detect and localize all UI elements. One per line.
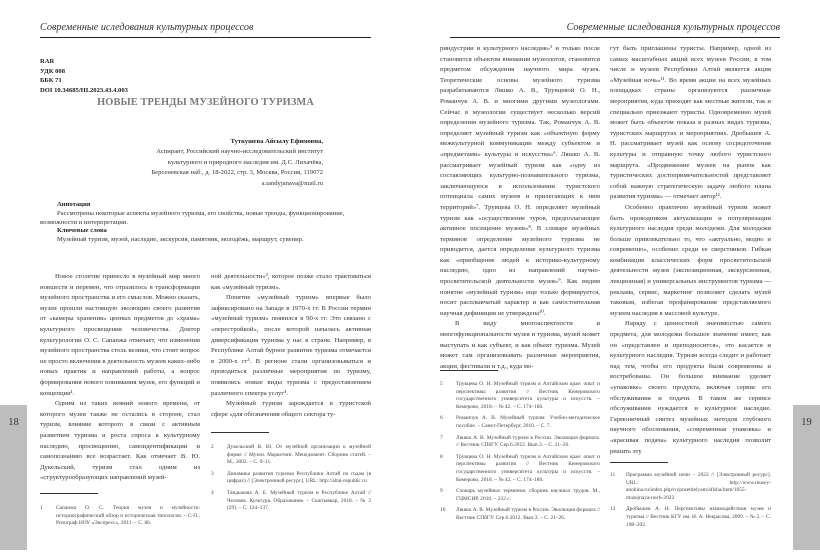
footnote-text: Программа музейной ночи – 2022 // [Электронный ресурс]. URL: http://www.musey-anohina.ru/index.php/ru/posetitelyam/afisha/item/1655-muzejnaya-noch-2022 (626, 472, 771, 501)
body-column-2 (211, 272, 371, 420)
body-paragraph: Наряду с ценностной значимостью самого предмета, для молодежи большое значение имеет, как он «представлен и преподносится», это касается и культурного наследия. Туризм всегда следит и работает над тем, чтобы его продукты были современны и востребованы. Он большое внимание уделяет «упаковке» своего продукта, включая сервис его обслуживания и подачи. В таком же сервисе обслуживания нуждается и культурное наследие. Гармоничный синтез музейных методов глубокого научного обоснования, «современная упаковка» и «красивая подача» культурного наследия позволит решить эту (610, 320, 771, 455)
page-number: 18 (8, 417, 19, 428)
meta-doi: DOI 10.34685/HI.2023.43.4.003 (40, 86, 128, 94)
article-meta (40, 57, 128, 95)
footnote-text: Словарь музейных терминов: сборник научных трудов. М., ГЦМСИР, 2010. – 232 с. (456, 488, 600, 502)
footnote (610, 506, 771, 529)
footnote-number: 11 (610, 472, 616, 478)
meta-bbk: ББК 71 (40, 77, 62, 85)
footnote-number: 7 (440, 434, 443, 441)
footnote-number: 6 (440, 415, 443, 422)
body-paragraph: В виду многоаспектности и многофункциональности музея и туризма, музей может выступать и как субъект, и как объект туризма. Музей может сам организовывать различные мероприятия, акции, фестивали и т.д., куда мо- (440, 320, 600, 370)
footnote-number: 4 (211, 489, 214, 496)
author-name: Туткушева Айсылу Ефимовна, (230, 138, 323, 145)
footnote-text: Трувцева О. Н. Музейный туризм в Алтайском крае: опыт и перспективы развития // Вестник Кемеровского государственного университета культуры и искусств. – Кемерово, 2018. – № 42. – С. 174–180. (456, 381, 600, 410)
running-header: Современные иследования культурных процессов (450, 20, 780, 38)
footnote (440, 381, 600, 411)
footnote-text: Динамика развития туризма Республики Алтай по годам (в цифрах) // [Электронный ресурс]. URL: http://altai-republic.ru (227, 470, 371, 485)
footnote-number: 5 (440, 381, 443, 387)
footnote (610, 472, 771, 502)
footnote-text: Дробышев А. Н. Перспективы взаимодействия музея и туризма // Вестник КГУ им. Н. А. Некрасова, 2009. – № 2. – С. 198–202. (626, 506, 771, 528)
footnote (211, 444, 371, 467)
author-address: Берсеневская наб., д. 18-2022, стр. 3, Москва, Россия, 119072 (151, 169, 323, 177)
footnote-number: 2 (211, 444, 214, 450)
page-number: 19 (801, 417, 812, 428)
right-page (410, 0, 820, 560)
footnote-text: Трувцева О. Н. Музейный туризм в Алтайском крае: опыт и перспективы развития // Вестник Кемеровского государственного университета культуры и искусств. – Кемерово, 2018. – № 42. – С. 174–180. (456, 453, 600, 483)
body-paragraph: ной деятельности»², которое позже стало трактоваться как «музейный туризм». (211, 273, 371, 291)
footnote (211, 490, 371, 513)
footnotes-column-1 (440, 381, 600, 527)
page-number-tab (793, 405, 820, 550)
footnote-text: Сапанжа О. С. Теория музея и музейности: историографический обзор и историческая типология. – С-П.: Ризограф НОУ «Экспресс», 2011. – С. 86. (56, 505, 200, 527)
footnote (211, 471, 371, 486)
footnote-number: 1 (40, 505, 43, 511)
footnote (440, 507, 600, 522)
footnote (440, 435, 600, 450)
author-affiliation-line: Аспирант, Российский научно-исследовательский институт (156, 148, 323, 156)
footnote-number: 10 (440, 507, 446, 514)
body-paragraph: Новое столетие принесло в музейный мир много новшеств и перемен, что отразилось в трансформации музейного пространства и его смыслов. Можно сказать, музеи прошли настоящую эволюцию своего развития от «камеры хранения» ценных предметов до «храма» культурного просвещения человечества. Доктор культурологии О. С. Сапанжа отмечает, что изменения музейного пространства столь велики, что стоит вопрос не просто включения в деятельность музеев каких-либо новых практик и направлений работы, а вопрос формирования нового понимания музея, его функций и концепции¹. (40, 273, 200, 397)
footnote (440, 488, 600, 503)
abstract-text: Рассмотрены некоторые аспекты музейного туризма, его свойства, новые тренды, функционирование, возможности и интерпретации. (40, 209, 345, 226)
article-title: НОВЫЕ ТРЕНДЫ МУЗЕЙНОГО ТУРИЗМА (97, 97, 314, 108)
body-column-1 (40, 272, 200, 484)
meta-rar: RAR (40, 58, 55, 65)
footnote-rule (440, 370, 498, 371)
body-paragraph: риндустрии и культурного наследия»⁵ и только после становится объектом внимания музеологов, становится предметом обсуждения научного мира музея. Теоретические основы музейного туризма разрабатываются Ляшко А. В., Трувцевой О. Н., Романчук А. В. и многими другими музеологами. Сейчас в музеологии существует несколько версий определения музейного туризма. Так, Романчук А. В. определяет музейный туризм как «объектную форму межкультурной коммуникации между субъектом и «предметами» культуры и искусства»⁶. Ляшко А. В. рассматривает музейный туризм как «одну из составляющих культурно-познавательного туризма, заключающуюся в использовании туристского потенциала самих музеев и прилегающих к ним территорий»⁷. Трувцева О. Н. определяет музейный туризм как «осуществление туров, предполагающее активное посещение музеев»⁸. В словаре музейных терминов определение музейного туризма не приводится, дается определение культурного туризма как «приобщение людей к историко-культурному наследию, одно из направлений научно-просветительской деятельности музея»⁹. Как видим понятие «музейный туризм» еще только формируется, носит расплывчатый характер и как самостоятельная научная дефиниция не утверждена¹⁰. (440, 45, 600, 317)
footnote-text: Романчук А. В. Музейный туризм: Учебно-методическое пособие. – Санкт-Петербург, 2010. – С. 7. (456, 415, 600, 429)
abstract-section (40, 201, 371, 245)
author-affiliation-line: культурного и природного наследия им. Д.С. Лихачёва, (167, 158, 323, 166)
meta-udk: УДК 008 (40, 67, 66, 75)
footnote-rule (211, 432, 269, 433)
footnote (440, 454, 600, 484)
footnote-number: 12 (610, 506, 616, 513)
body-paragraph: Особенно практично музейный туризм может быть проводником актуализации и популяризации культурного наследия среди молодежи. Для молодежи больше привлекательно то, что «актуально, модно и современно», особенно среди ее сверстников. Гибкая комбинация классических форм просветительской деятельности музея (экспозиционная, экскурсионная, лекционная) и универсальных инструментов туризма — реклама, сервис, маркетинг позволяет сделать музей таковым, избегая профанирования представляемого музеем наследия в массовой культуре. (610, 203, 771, 317)
body-column-2 (610, 44, 771, 457)
footnotes-column-2 (610, 472, 771, 533)
author-email[interactable]: a.tandyjanava@mail.ru (261, 179, 323, 187)
body-column-1 (440, 44, 600, 372)
keywords-text: Музейный туризм, музей, наследие, экскурсия, памятник, молодёжь, маршрут, сувенир. (57, 236, 304, 244)
body-paragraph: гут быть приглашены туристы. Например, одной из самых масштабных акций всех музеев России, в том числе и музеев Республики Алтай является акция «Музейная ночь»¹¹. Во время акции на всех музейных площадках страны организуются различные мероприятия, куда приходят как местные жители, так и специально приезжают туристы. Одновременно музей может быть объектом показа в разных видах туризма, туристских маршрутах и мероприятиях. Дробышев А. Н. рассматривает музей как основу сосредоточения культуры и отправную точку любого туристского маршрута. «Продвижение музеев на рынок как туристических достопримечательностей представляет собой важную стратегическую задачу любого плана развития туризма» — отмечает автор¹². (610, 45, 771, 201)
body-paragraph: Понятие «музейный туризм» впервые было зафиксировано на Западе в 1970-х гг. В России термин «музейный туризм» появился в 90-х гг. Это связано с «перестройкой», после которой началась активная диверсификация туризма у нас в стране. Например, в Республике Алтай бурное развитие туризма отмечается в 2000-х гг³. В регионе стали организовываться и проводиться различные мероприятия по туризму, появились новые виды туризма с предоставлением различного спектра услуг⁴. (211, 294, 371, 397)
footnote-text: Ляшко А. В. Музейный туризм в России. Эволюция формата. // Вестник СПбГУ. Сер.6.2012. Вып.3. – С. 21–26. (456, 434, 600, 449)
body-paragraph: Музейный туризм зарождается в туристской сфере «для обозначения общего сектора ту- (211, 400, 371, 418)
footnote-rule (40, 493, 98, 494)
footnote-text: Тандыкова А. Е. Музейный туризм в Республике Алтай // Человек. Культура. Образование. – Сыктывкар, 2018. – № 3 (29). – С. 124–137. (227, 489, 371, 512)
footnotes-column-1 (40, 505, 200, 532)
footnote-number: 3 (211, 470, 214, 477)
running-header: Современные иследования культурных процессов (40, 20, 371, 38)
footnote-number: 9 (440, 488, 443, 495)
footnotes-column-2 (211, 444, 371, 517)
footnote-text: Ляшко А. В. Музейный туризм в России. Эволюция формата // Вестник СПбГУ. Сер.6.2012. Вып.3. – С. 21–26. (456, 507, 600, 521)
author-block (151, 137, 323, 189)
footnote-number: 8 (440, 453, 443, 460)
footnote (40, 505, 200, 528)
body-paragraph: Одним из таких веяний нового времени, от которого музеи также не остались в стороне, стал туризм, влияние которого в связи с активным развитием туризма и роста спроса к культурному наследию, просвещению, самоидентификации и самопознанию все возрастает. Как отмечает В. Ю. Дукельский, туризм стал одним из «структурообразующих направлений музей- (40, 400, 200, 482)
abstract-heading: Аннотация (57, 201, 91, 208)
keywords-heading: Ключевые слова (57, 227, 107, 235)
page-number-tab (0, 405, 27, 550)
footnote-text: Дукельский В. Ю. От музейной организации к музейной фирме // Музеи. Маркетинг. Менеджмент. Сборник статей. – М., 2002. – С. 9–11. (227, 444, 371, 466)
footnote (440, 415, 600, 430)
footnote-rule (610, 462, 668, 463)
